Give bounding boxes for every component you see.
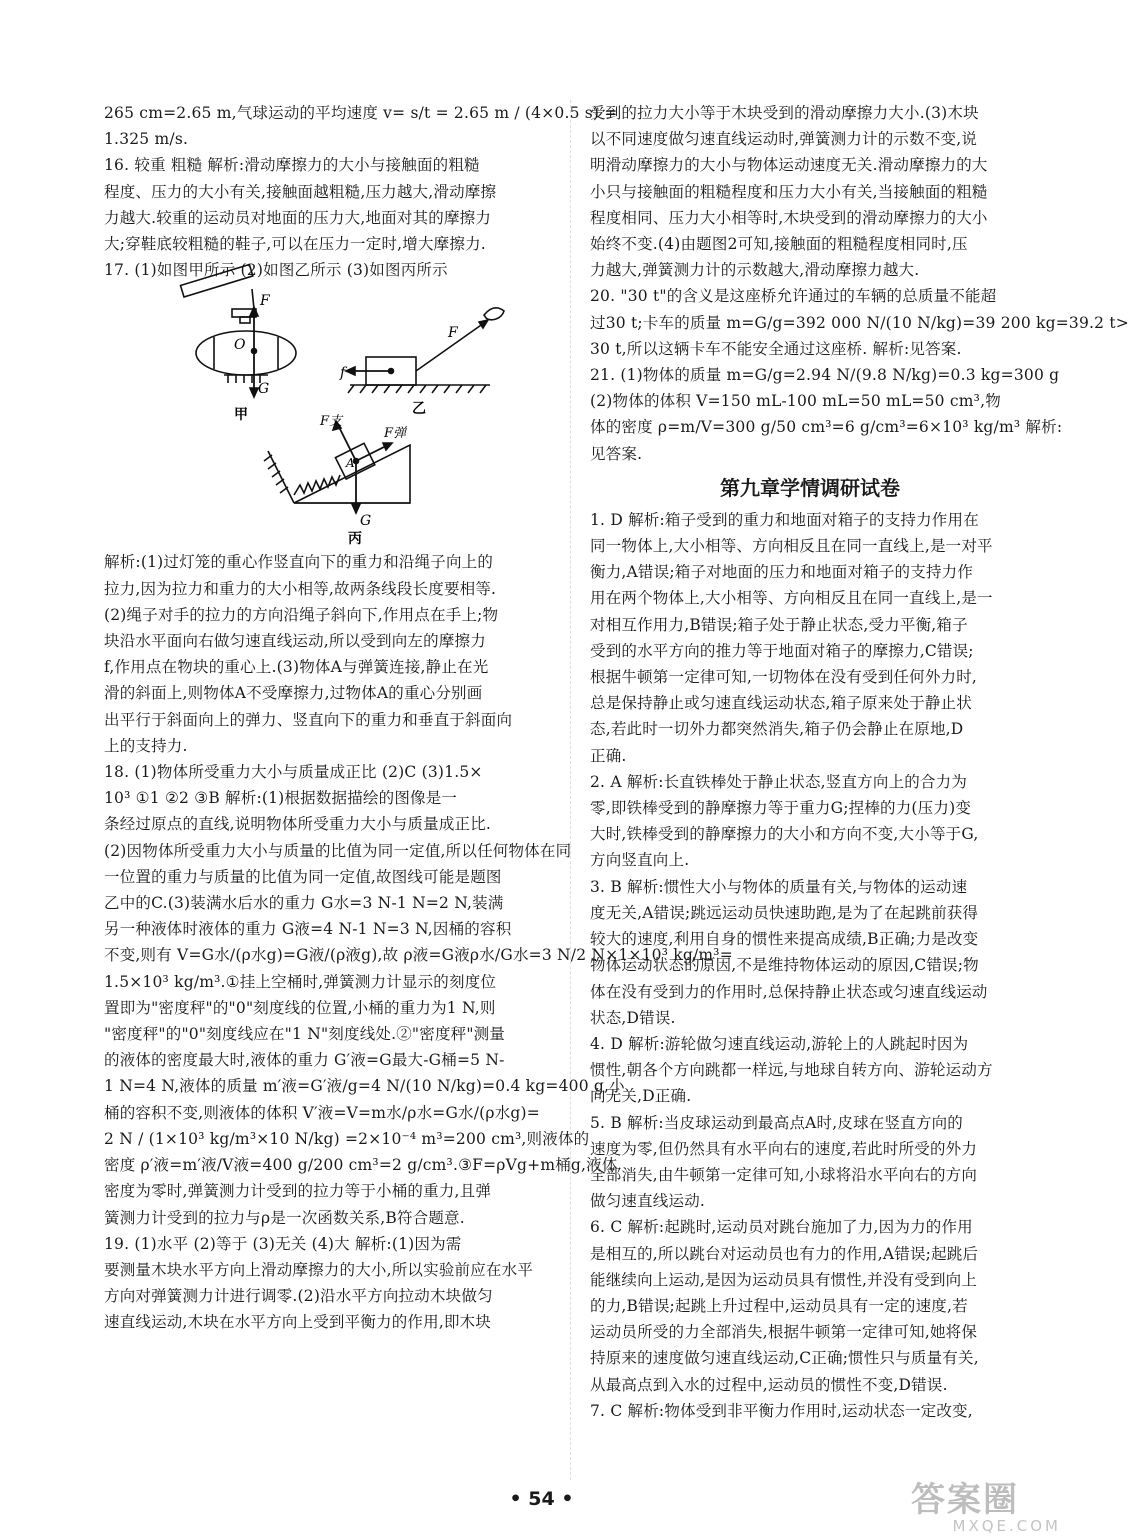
text-line: 过30 t;卡车的质量 m=G/g=392 000 N/(10 N/kg)=39 200 kg=39.2 t>: [590, 313, 1129, 332]
text-line: 10³ ①1 ②2 ③B 解析:(1)根据数据描绘的图像是一: [104, 789, 458, 808]
text-line: 较大的速度,利用自身的惯性来提高成绩,B正确;力是改变: [590, 930, 979, 949]
right-text-bottom: [590, 507, 1030, 1424]
text-line: 始终不变.(4)由题图2可知,接触面的粗糙程度相同时,压: [590, 235, 968, 254]
text-line: 条经过原点的直线,说明物体所受重力大小与质量成正比.: [104, 815, 492, 834]
text-line: 另一种液体时液体的重力 G液=4 N-1 N=3 N,因桶的容积: [104, 920, 512, 939]
force-diagram: [104, 285, 554, 547]
left-text-top: [104, 100, 618, 283]
hand: [484, 308, 504, 320]
text-line: 18. (1)物体所受重力大小与质量成正比 (2)C (3)1.5×: [104, 763, 483, 782]
text-line: 受到的拉力大小等于木块受到的滑动摩擦力大小.(3)木块: [590, 104, 979, 122]
text-line: 做匀速直线运动.: [590, 1192, 706, 1211]
text-line: "密度秤"的"0"刻度线应在"1 N"刻度线处.②"密度秤"测量: [104, 1025, 506, 1044]
text-line: 17. (1)如图甲所示 (2)如图乙所示 (3)如图丙所示: [104, 261, 448, 280]
text-line: 1.5×10³ kg/m³.①挂上空桶时,弹簧测力计显示的刻度位: [104, 972, 497, 991]
text-line: 体在没有受到力的作用时,总保持静止状态或匀速直线运动: [590, 982, 988, 1001]
label-G-jia: G: [258, 381, 270, 398]
site-watermark: [911, 1472, 1061, 1535]
label-G-bing: G: [360, 513, 372, 530]
text-line: 出平行于斜面向上的弹力、竖直向下的重力和垂直于斜面向: [104, 710, 513, 729]
text-line: 桶的容积不变,则液体的体积 V′液=V=m水/ρ水=G水/(ρ水g)=: [104, 1103, 540, 1122]
page-number: • 54 •: [509, 1488, 574, 1510]
text-line: 程度相同、压力大小相等时,木块受到的滑动摩擦力的大小: [590, 208, 988, 227]
text-line: 的力,B错误;起跳上升过程中,运动员具有一定的速度,若: [590, 1296, 968, 1315]
text-line: 7. C 解析:物体受到非平衡力作用时,运动状态一定改变,: [590, 1401, 973, 1420]
text-line: 265 cm=2.65 m,气球运动的平均速度 v= s/t = 2.65 m / (4×0.5 s) =: [104, 104, 618, 122]
text-line: 速度为零,但仍然具有水平向右的速度,若此时所受的外力: [590, 1139, 978, 1158]
text-line: 以不同速度做匀速直线运动时,弹簧测力计的示数不变,说: [590, 130, 978, 149]
text-line: 零,即铁棒受到的静摩擦力等于重力G;捏棒的力(压力)变: [590, 799, 972, 818]
text-line: 运动员所受的力全部消失,根据牛顿第一定律可知,她将保: [590, 1323, 978, 1342]
text-line: 6. C 解析:起跳时,运动员对跳台施加了力,因为力的作用: [590, 1218, 973, 1237]
text-line: 同一物体上,大小相等、方向相反且在同一直线上,是一对平: [590, 537, 993, 556]
text-line: 程度、压力的大小有关,接触面越粗糙,压力越大,滑动摩擦: [104, 182, 497, 201]
text-line: 不变,则有 V=G水/(ρ水g)=G液/(ρ液g),故 ρ液=G液ρ水/G水=3 N/2 N×1×10³ kg/m³=: [104, 946, 733, 965]
text-line: 受到的水平方向的推力等于地面对箱子的摩擦力,C错误;: [590, 641, 974, 660]
text-line: 的液体的密度最大时,液体的重力 G′液=G最大-G桶=5 N-: [104, 1051, 505, 1070]
figure-17: [104, 285, 554, 547]
text-line: 总是保持静止或匀速直线运动状态,箱子原来处于静止状: [590, 694, 972, 713]
diagram-jia: [180, 265, 296, 398]
text-line: 小只与接触面的粗糙程度和压力大小有关,当接触面的粗糙: [590, 182, 988, 201]
text-line: 一位置的重力与质量的比值为同一定值,故图线可能是题图: [104, 867, 502, 886]
label-F-yi: F: [448, 325, 458, 342]
text-line: 3. B 解析:惯性大小与物体的质量有关,与物体的运动速: [590, 877, 968, 896]
text-line: 块沿水平面向右做匀速直线运动,所以受到向左的摩擦力: [104, 632, 486, 651]
right-text-top: [590, 100, 1129, 467]
text-line: 19. (1)水平 (2)等于 (3)无关 (4)大 解析:(1)因为需: [104, 1234, 462, 1253]
text-line: 1.325 m/s.: [104, 130, 189, 149]
text-line: 滑的斜面上,则物体A不受摩擦力,过物体A的重心分别画: [104, 684, 483, 703]
text-line: 衡力,A错误;箱子对地面的压力和地面对箱子的支持力作: [590, 563, 974, 582]
text-line: 体的密度 ρ=m/V=300 g/50 cm³=6 g/cm³=6×10³ kg/m³ 解析:: [590, 418, 1063, 437]
text-line: 是相互的,所以跳台对运动员也有力的作用,A错误;起跳后: [590, 1244, 979, 1263]
text-line: 乙中的C.(3)装满水后水的重力 G水=3 N-1 N=2 N,装满: [104, 894, 504, 913]
text-line: 大时,铁棒受到的静摩擦力的大小和方向不变,大小等于G,: [590, 825, 979, 844]
label-F-support: F支: [320, 414, 343, 430]
text-line: 2. A 解析:长直铁棒处于静止状态,竖直方向上的合力为: [590, 772, 968, 791]
text-line: 置即为"密度秤"的"0"刻度线的位置,小桶的重力为1 N,则: [104, 998, 496, 1017]
text-line: 见答案.: [590, 444, 643, 463]
chapter-title: 第九章学情调研试卷: [720, 475, 900, 500]
label-A: A: [346, 456, 355, 471]
text-line: 方向竖直向上.: [590, 851, 690, 870]
text-line: 力越大.较重的运动员对地面的压力大,地面对其的摩擦力: [104, 208, 492, 227]
text-line: 要测量木块水平方向上滑动摩擦力的大小,所以实验前应在水平: [104, 1260, 534, 1279]
lantern-body: [196, 331, 296, 375]
text-line: 度无关,A错误;跳远运动员快速助跑,是为了在起跳前获得: [590, 903, 979, 922]
caption-yi: 乙: [412, 401, 426, 418]
right-column: [590, 100, 1129, 1424]
text-line: 拉力,因为拉力和重力的大小相等,故两条线段长度要相等.: [104, 579, 497, 598]
column-divider: [570, 100, 571, 1480]
text-line: 物体运动状态的原因,不是维持物体运动的原因,C错误;物: [590, 956, 979, 975]
text-line: 持原来的速度做匀速直线运动,C正确;惯性只与质量有关,: [590, 1349, 979, 1368]
text-line: 向无关,D正确.: [590, 1087, 692, 1106]
text-line: 密度 ρ′液=m′液/V液=400 g/200 cm³=2 g/cm³.③F=ρVg+m桶g,液体: [104, 1156, 618, 1175]
caption-bing: 丙: [348, 531, 362, 548]
watermark-url: MXQE.COM: [952, 1517, 1061, 1535]
text-line: 用在两个物体上,大小相等、方向相反且在同一直线上,是一: [590, 589, 993, 608]
text-line: 密度为零时,弹簧测力计受到的拉力等于小桶的重力,且弹: [104, 1182, 492, 1201]
text-line: 从最高点到入水的过程中,运动员的惯性不变,D错误.: [590, 1375, 948, 1394]
text-line: 解析:(1)过灯笼的重心作竖直向下的重力和沿绳子向上的: [104, 553, 494, 572]
watermark-logo-text: 答案圈: [911, 1480, 1019, 1520]
text-line: 方向对弹簧测力计进行调零.(2)沿水平方向拉动木块做匀: [104, 1287, 493, 1306]
text-line: 21. (1)物体的质量 m=G/g=2.94 N/(9.8 N/kg)=0.3 kg=300 g: [590, 366, 1060, 385]
text-line: 20. "30 t"的含义是这座桥允许通过的车辆的总质量不能超: [590, 287, 997, 306]
text-line: (2)绳子对手的拉力的方向沿绳子斜向下,作用点在手上;物: [104, 605, 499, 624]
label-f: f: [340, 365, 346, 382]
text-line: 1 N=4 N,液体的质量 m′液=G′液/g=4 N/(10 N/kg)=0.4 kg=400 g,小: [104, 1077, 625, 1096]
text-line: 明滑动摩擦力的大小与物体运动速度无关.滑动摩擦力的大: [590, 156, 988, 175]
text-line: 2 N / (1×10³ kg/m³×10 N/kg) =2×10⁻⁴ m³=200 cm³,则液体的: [104, 1129, 590, 1148]
text-line: 力越大,弹簧测力计的示数越大,滑动摩擦力越大.: [590, 261, 920, 280]
text-line: f,作用点在物块的重心上.(3)物体A与弹簧连接,静止在光: [104, 658, 489, 677]
text-line: (2)物体的体积 V=150 mL-100 mL=50 mL=50 cm³,物: [590, 392, 1001, 411]
text-line: 速直线运动,木块在水平方向上受到平衡力的作用,即木块: [104, 1313, 492, 1332]
text-line: 能继续向上运动,是因为运动员具有惯性,并没有受到向上: [590, 1270, 978, 1289]
text-line: 根据牛顿第一定律可知,一切物体在没有受到任何外力时,: [590, 668, 978, 687]
label-F-spring: F弹: [384, 426, 407, 442]
label-O: O: [234, 337, 246, 354]
text-line: 上的支持力.: [104, 736, 188, 755]
text-line: 4. D 解析:游轮做匀速直线运动,游轮上的人跳起时因为: [590, 1034, 969, 1053]
caption-jia: 甲: [234, 407, 248, 424]
text-line: 状态,D错误.: [590, 1008, 676, 1027]
text-line: 5. B 解析:当皮球运动到最高点A时,皮球在竖直方向的: [590, 1113, 963, 1132]
text-line: 对相互作用力,B错误;箱子处于静止状态,受力平衡,箱子: [590, 615, 968, 634]
text-line: 正确.: [590, 746, 627, 765]
diagram-yi: [346, 308, 504, 393]
text-line: (2)因物体所受重力大小与质量的比值为同一定值,所以任何物体在同: [104, 841, 572, 860]
text-line: 1. D 解析:箱子受到的重力和地面对箱子的支持力作用在: [590, 510, 979, 529]
text-line: 16. 较重 粗糙 解析:滑动摩擦力的大小与接触面的粗糙: [104, 156, 480, 175]
text-line: 惯性,朝各个方向跳都一样远,与地球自转方向、游轮运动方: [590, 1061, 993, 1080]
text-line: 全部消失,由牛顿第一定律可知,小球将沿水平向右的方向: [590, 1165, 978, 1184]
label-F-jia: F: [260, 293, 270, 310]
text-line: 30 t,所以这辆卡车不能安全通过这座桥. 解析:见答案.: [590, 339, 962, 358]
text-line: 大;穿鞋底较粗糙的鞋子,可以在压力一定时,增大摩擦力.: [104, 235, 486, 254]
text-line: 态,若此时一切外力都突然消失,箱子仍会静止在原地,D: [590, 720, 964, 739]
text-line: 簧测力计受到的拉力与ρ是一次函数关系,B符合题意.: [104, 1208, 465, 1227]
